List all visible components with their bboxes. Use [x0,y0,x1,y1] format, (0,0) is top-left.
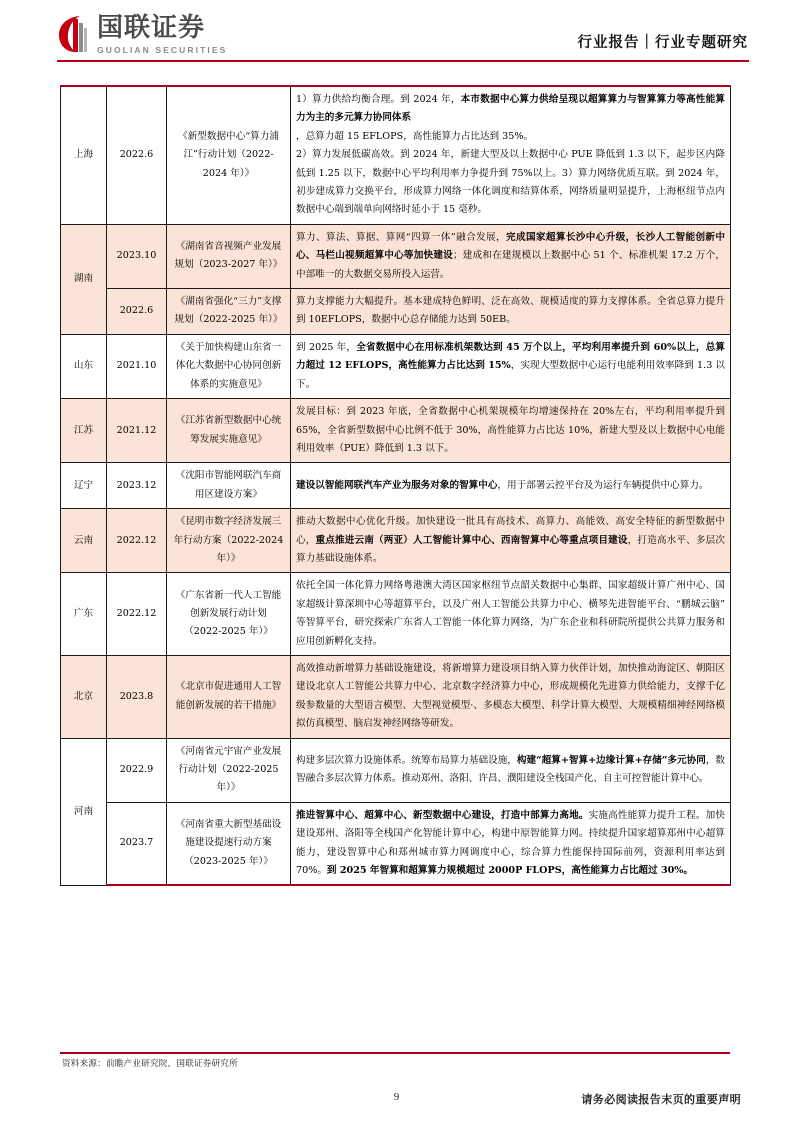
content-text: 高效推动新增算力基础设施建设，将新增算力建设项目纳入算力伙伴计划，加快推动海淀区、朝阳区建设北京人工智能公共算力中心、北京数字经济算力中心，形成规模化先进算力供给能力，支撑千亿级参数量的大型语言模型、大型视觉模型·、多模态大模型、科学计算大模型、大规模精细神经网络模拟仿真模型、脑启发神经网络等研发。 [296,662,725,730]
cell-document-title: 《沈阳市智能网联汽车商用区建设方案》 [167,463,291,509]
cell-document-title: 《广东省新一代人工智能创新发展行动计划（2022-2025 年）》 [167,573,291,656]
table-row [61,463,731,509]
footer-disclaimer: 请务必阅读报告末页的重要声明 [581,1093,741,1106]
content-text: ，总算力超 15 EFLOPS，高性能算力占比达到 35%。 [296,130,534,142]
content-paragraph [296,128,725,146]
cell-policy-content [291,399,731,463]
cell-date: 2022.9 [107,738,167,802]
guolian-logo-icon [57,14,91,54]
cell-date: 2021.12 [107,399,167,463]
cell-document-title: 《关于加快构建山东省一体化大数据中心协同创新体系的实施意见》 [167,334,291,398]
company-logo [57,14,227,55]
table-row [61,802,731,885]
cell-date: 2022.12 [107,573,167,656]
source-divider-rule [60,1052,730,1054]
cell-date: 2022.12 [107,509,167,573]
cell-province: 上海 [61,86,107,224]
cell-province: 湖南 [61,224,107,334]
content-text: 依托全国一体化算力网络粤港澳大湾区国家枢纽节点韶关数据中心集群、国家超级计算广州中心、国家超级计算深圳中心等超算平台，以及广州人工智能公共算力中心、横琴先进智能平台、“鹏城云脑”等智算平台，研究探索广东省人工智能一体化算力网络，为广东企业和科研院所提供公共算力服务和应用创新孵化支持。 [296,580,725,647]
content-text: 1）算力供给均衡合理。到 2024 年， [296,94,461,105]
content-paragraph [296,513,725,568]
content-emphasis: 推进智算中心、超算中心、新型数据中心建设，打造中部算力高地。 [296,809,589,821]
content-text: 3）算力网络优质互联。到 2024 年，初步建成算力交换平台，形成算力网络一体化调度和结算体系，网络质量明显提升，上海枢纽节点内数据中心端到端单向网络时延小于 15 毫秒。 [296,167,725,216]
cell-policy-content [291,655,731,738]
content-paragraph [296,293,725,330]
policy-table-container [60,85,730,886]
cell-document-title: 《河南省重大新型基础设施建设提速行动方案（2023-2025 年）》 [167,802,291,885]
cell-province: 辽宁 [61,463,107,509]
cell-document-title: 《湖南省强化“三力”支撑规划（2022-2025 年）》 [167,289,291,335]
cell-date: 2023.10 [107,224,167,288]
cell-document-title: 《昆明市数字经济发展三年行动方案（2022-2024 年）》 [167,509,291,573]
content-emphasis: 到 2025 年智算和超算算力规模超过 2000P FLOPS，高性能算力占比超过 30%。 [326,865,694,877]
cell-date: 2023.7 [107,802,167,885]
logo-text-cn: 国联证券 [97,13,206,43]
cell-document-title: 《新型数据中心“算力浦江”行动计划（2022-2024 年）》 [167,86,291,224]
content-paragraph [296,146,725,220]
content-paragraph [296,339,725,394]
content-paragraph [296,807,725,881]
content-paragraph [296,91,725,128]
cell-policy-content [291,224,731,288]
content-text: 到 2025 年， [296,341,357,353]
content-text: ；建成和在建规模以上数据中心 51 个、标准机架 17.2 万个，中部唯一的大数据交易所投入运营。 [296,250,725,280]
cell-province: 广东 [61,573,107,656]
cell-document-title: 《湖南省音视频产业发展规划（2023-2027 年）》 [167,224,291,288]
content-text: 算力、算法、算据、算网“四算一体”融合发展， [296,231,506,243]
table-row [61,399,731,463]
content-text: ，用于部署云控平台及为运行车辆提供中心算力。 [497,479,709,491]
content-emphasis: 全省数据中心在用标准机架数达到 45 万个以上，平均利用率提升到 60%以上，总算力超过 12 EFLOPS，高性能算力占比达到 15% [296,341,725,372]
cell-document-title: 《北京市促进通用人工智能创新发展的若干措施》 [167,655,291,738]
source-note: 资料来源：前瞻产业研究院，国联证券研究所 [62,1059,238,1069]
logo-text-en: GUOLIAN SECURITIES [97,45,228,55]
content-text: ，实现大型数据中心运行电能利用效率降到 1.3 以下。 [296,360,725,390]
content-emphasis: 构建“超算+智算+边缘计算+存储”多元协同 [516,754,706,766]
header-divider-rule [57,60,749,62]
content-emphasis: 本市数据中心算力供给呈现以超算算力与智算算力等高性能算力为主的多元算力协同体系 [296,94,725,124]
cell-policy-content [291,573,731,656]
content-emphasis: 重点推进云南（两亚）人工智能计算中心、西南智算中心等重点项目建设 [315,534,628,546]
table-row [61,289,731,335]
cell-policy-content [291,509,731,573]
table-row [61,86,731,224]
content-text: 实施高性能算力提升工程。加快建设郑州、洛阳等全栈国产化智能计算中心，构建中原智能算力网。持续提升国家超算郑州中心超算能力，建设智算中心和郑州城市算力网调度中心，综合算力性能保持国际前列，资源利用率达到 70%。 [296,809,725,877]
cell-policy-content [291,86,731,224]
content-emphasis: 建设以智能网联汽车产业为服务对象的智算中心 [296,479,498,491]
cell-document-title: 《河南省元宇宙产业发展行动计划（2022-2025 年）》 [167,738,291,802]
content-paragraph [296,477,725,495]
cell-date: 2022.6 [107,86,167,224]
content-paragraph [296,229,725,284]
cell-policy-content [291,334,731,398]
cell-policy-content [291,738,731,802]
cell-province: 山东 [61,334,107,398]
content-emphasis: 完成国家超算长沙中心升级，长沙人工智能创新中心、马栏山视频超算中心等加快建设 [296,231,725,262]
cell-policy-content [291,802,731,885]
table-row [61,738,731,802]
content-text: 发展目标：到 2023 年底，全省数据中心机架规模年均增速保持在 20%左右，平均利用率提升到 65%，全省新型数据中心比例不低于 30%，高性能算力占比达 10%，新建大型及以上数据中心电能利用效率（PUE）降低到 1.3 以下。 [296,406,725,454]
content-paragraph [296,403,725,458]
table-row [61,655,731,738]
content-text: 2）算力发展低碳高效。到 2024 年，新建大型及以上数据中心 PUE 降低到 1.3 以下，起步区内降低到 1.25 以下，数据中心平均利用率力争提升到 75%以上。 [296,149,725,179]
content-paragraph [296,577,725,651]
cell-province: 云南 [61,509,107,573]
cell-policy-content [291,463,731,509]
cell-document-title: 《江苏省新型数据中心统筹发展实施意见》 [167,399,291,463]
content-paragraph [296,660,725,734]
cell-province: 江苏 [61,399,107,463]
content-paragraph [296,752,725,789]
cell-province: 河南 [61,738,107,885]
table-row [61,334,731,398]
table-row [61,509,731,573]
content-text: ，数智融合多层次算力体系。推动郑州、洛阳、许昌、濮阳建设全栈国产化、自主可控智能计算中心。 [296,754,726,785]
cell-date: 2022.6 [107,289,167,335]
cell-date: 2023.8 [107,655,167,738]
cell-date: 2023.12 [107,463,167,509]
cell-policy-content [291,289,731,335]
cell-date: 2021.10 [107,334,167,398]
footer-page-number: 9 [393,1091,400,1103]
content-text: 构建多层次算力设施体系。统筹布局算力基础设施， [296,754,517,766]
content-text: 推动大数据中心优化升级。加快建设一批具有高技术、高算力、高能效、高安全特征的新型数据中心， [296,516,725,546]
content-text: 算力支撑能力大幅提升。基本建成特色鲜明、泛在高效、规模适度的算力支撑体系。全省总算力提升到 10EFLOPS，数据中心总存储能力达到 50EB。 [296,296,725,326]
table-row [61,224,731,288]
page-header [0,0,793,62]
cell-province: 北京 [61,655,107,738]
table-row [61,573,731,656]
header-report-type: 行业报告｜行业专题研究 [577,34,748,51]
logo-wordmark [97,14,227,55]
policy-table [60,85,731,886]
content-text: ，打造高水平、多层次算力基础设施体系。 [296,534,726,564]
